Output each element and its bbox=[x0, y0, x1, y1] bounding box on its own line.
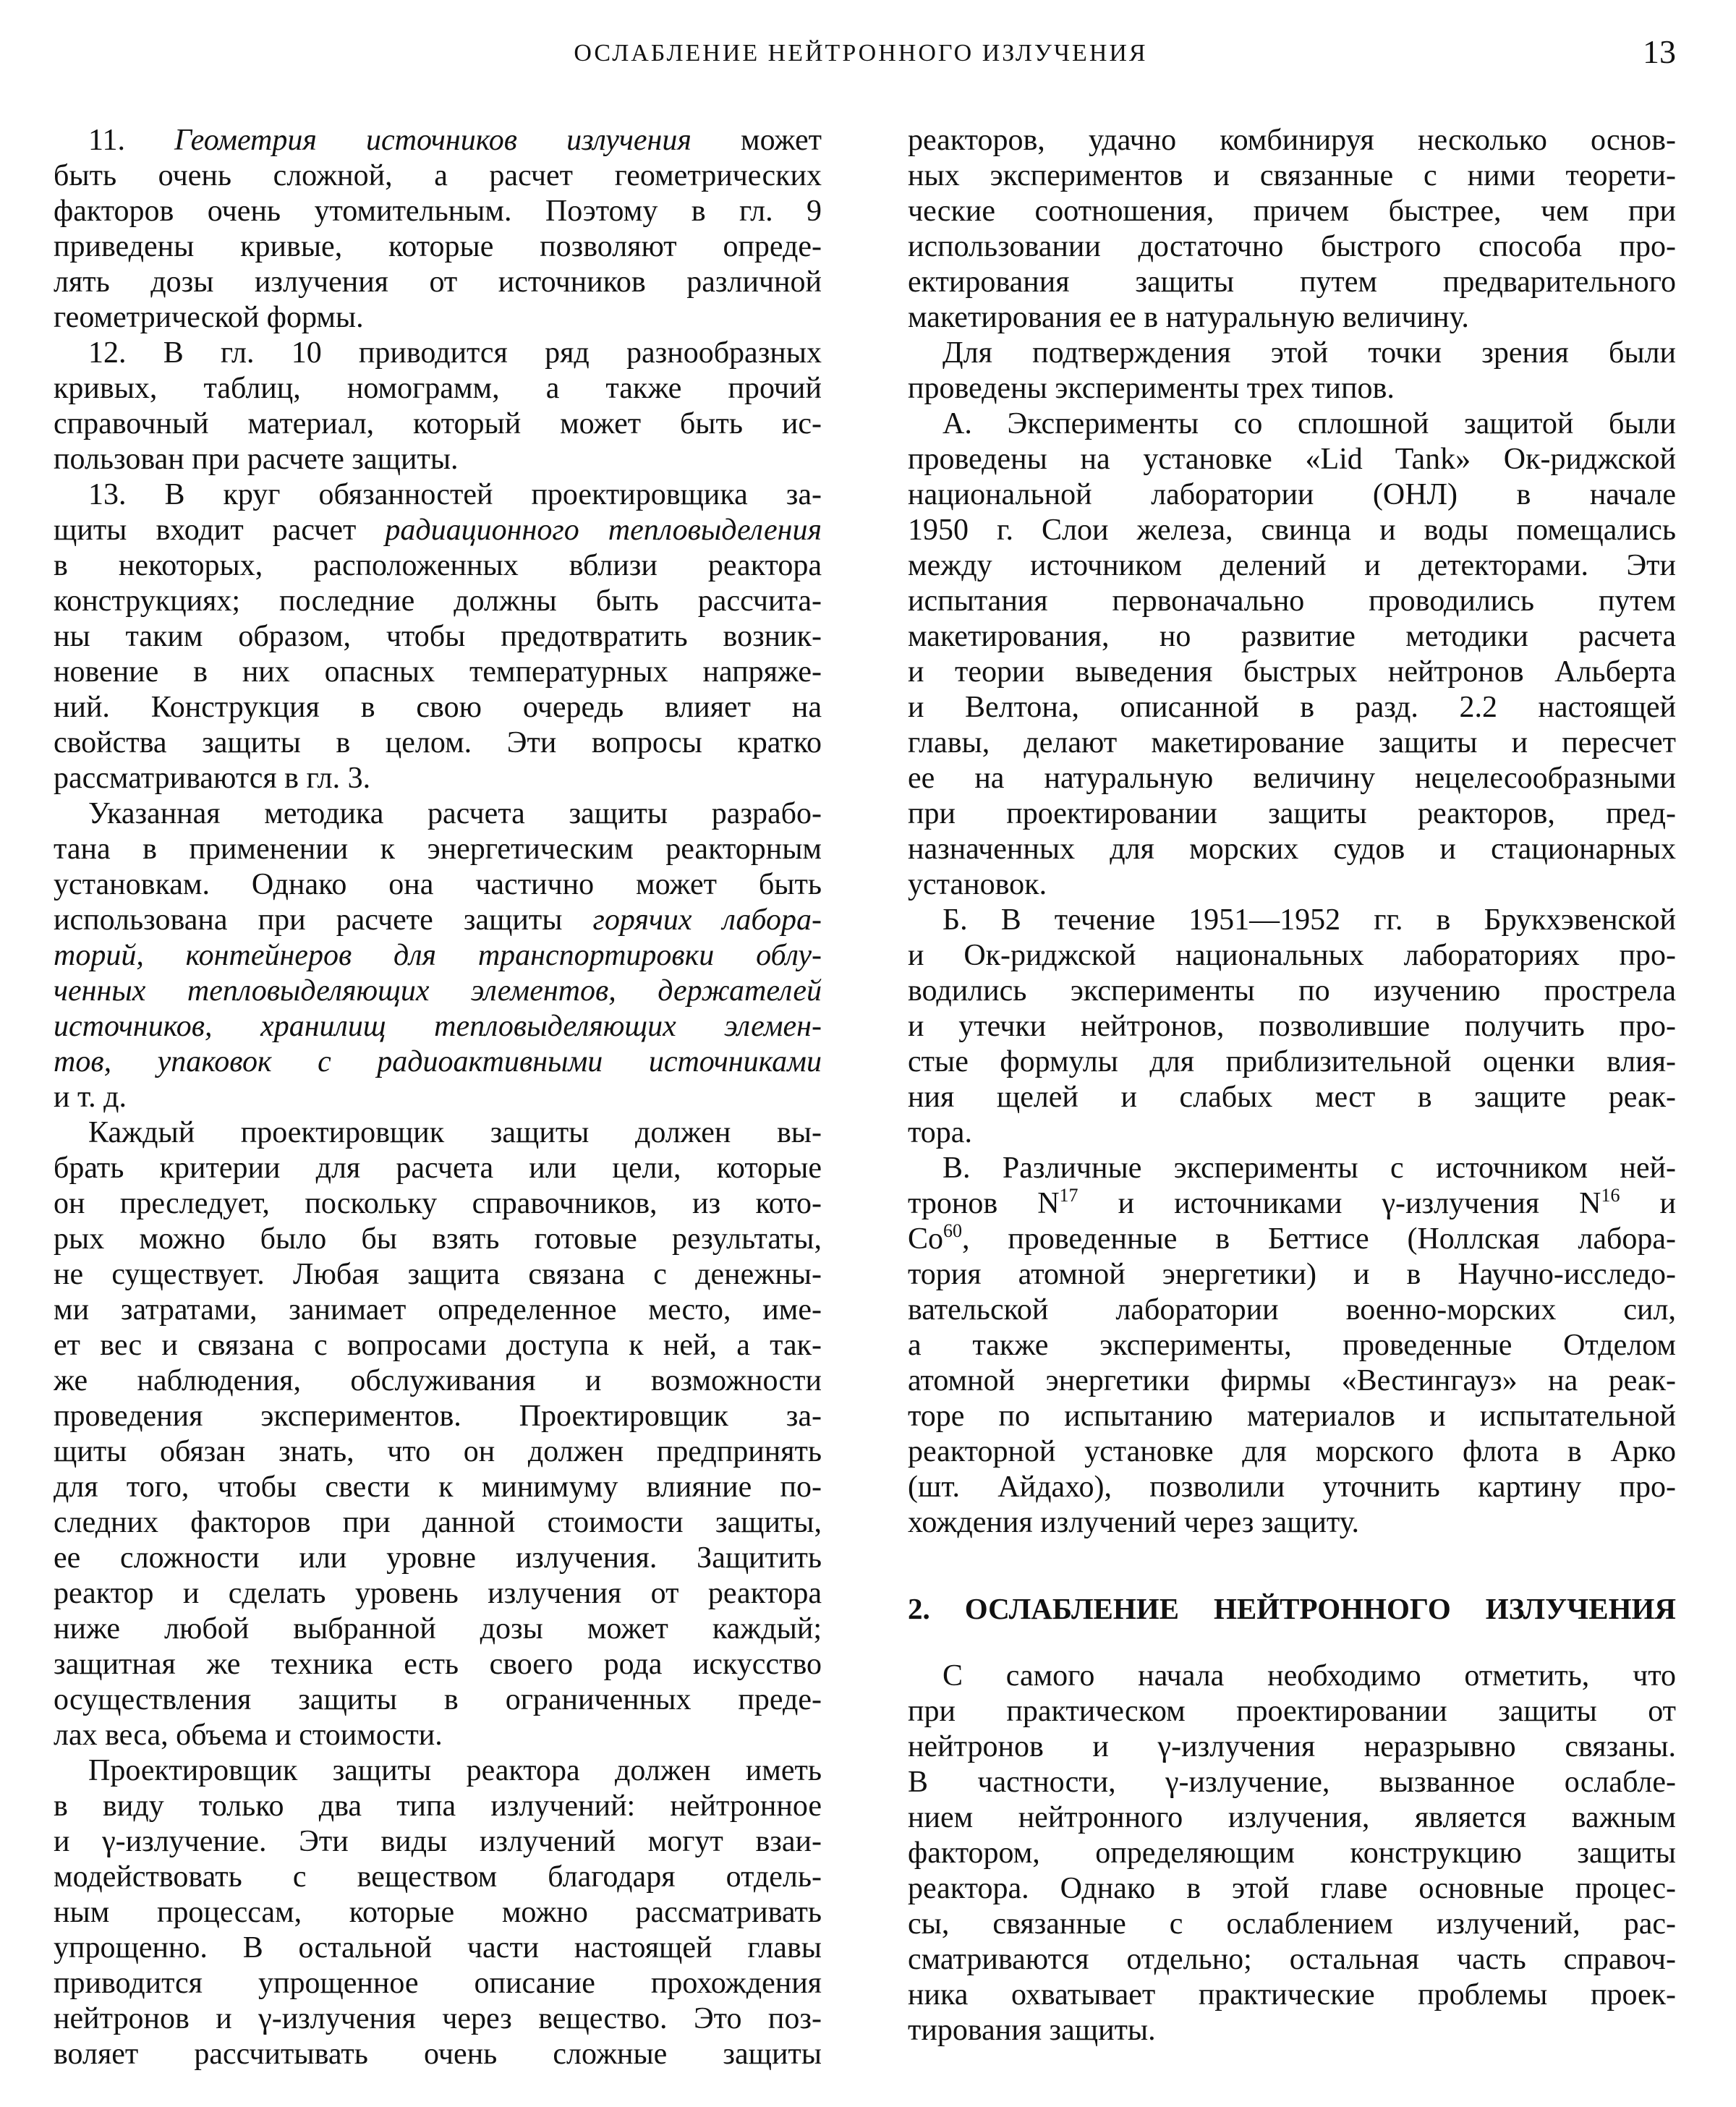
text-line bbox=[54, 1434, 822, 1470]
text-line bbox=[54, 513, 822, 548]
text-line bbox=[54, 2001, 822, 2037]
text: главы, делают макетирование защиты и пересчет bbox=[908, 726, 1676, 759]
text-line bbox=[54, 796, 822, 832]
text: использована при расчете защиты bbox=[54, 903, 593, 937]
text-line bbox=[908, 619, 1676, 655]
section-heading: 2. ОСЛАБЛЕНИЕ НЕЙТРОННОГО ИЗЛУЧЕНИЯ bbox=[908, 1592, 1676, 1625]
text: национальной лаборатории (ОНЛ) в начале bbox=[908, 478, 1676, 511]
text: проведения экспериментов. Проектировщик за- bbox=[54, 1400, 822, 1433]
superscript: 60 bbox=[943, 1222, 963, 1241]
text: 12. В гл. 10 приводится ряд разнообразных bbox=[88, 336, 822, 370]
text-line bbox=[908, 867, 1676, 903]
text-line bbox=[54, 265, 822, 300]
text: Б. В течение 1951—1952 гг. в Брукхэвенской bbox=[943, 903, 1676, 937]
text-line bbox=[54, 832, 822, 867]
text: щиты входит расчет bbox=[54, 514, 386, 547]
text: С самого начала необходимо отметить, что bbox=[943, 1659, 1676, 1693]
text-line bbox=[908, 548, 1676, 584]
text: и теории выведения быстрых нейтронов Альберта bbox=[908, 655, 1676, 689]
text: он преследует, поскольку справочников, из кото- bbox=[54, 1187, 822, 1220]
text: испытания первоначально проводились путем bbox=[908, 584, 1676, 618]
text-line bbox=[54, 761, 822, 796]
text-line bbox=[54, 690, 822, 725]
text: и bbox=[1620, 1187, 1676, 1220]
text: Указанная методика расчета защиты разрабо- bbox=[88, 797, 822, 830]
text-line bbox=[54, 123, 822, 158]
text-line bbox=[908, 1328, 1676, 1363]
text-line bbox=[54, 158, 822, 194]
superscript: 17 bbox=[1059, 1186, 1078, 1206]
text-line bbox=[908, 1659, 1676, 1694]
text: при практическом проектировании защиты от bbox=[908, 1695, 1676, 1728]
paragraph bbox=[54, 477, 822, 796]
text: В. Различные эксперименты с источником ней- bbox=[943, 1152, 1676, 1185]
italic-text: источников, хранилищ тепловыделяющих элемен- bbox=[54, 1010, 822, 1043]
text-line bbox=[54, 1931, 822, 1966]
text: проведены на установке «Lid Tank» Ок-риджской bbox=[908, 443, 1676, 476]
text-line bbox=[54, 1399, 822, 1434]
text: сматриваются отдельно; остальная часть справоч- bbox=[908, 1943, 1676, 1976]
text: В частности, γ-излучение, вызванное ослабле- bbox=[908, 1766, 1676, 1799]
text: упрощенно. В остальной части настоящей главы bbox=[54, 1931, 822, 1965]
paragraph bbox=[908, 1659, 1676, 2048]
left-column bbox=[54, 123, 822, 2072]
text: ее сложности или уровне излучения. Защитить bbox=[54, 1541, 822, 1575]
text-line bbox=[908, 903, 1676, 938]
text-line bbox=[54, 1363, 822, 1399]
text: реактора. Однако в этой главе основные процес- bbox=[908, 1872, 1676, 1905]
text: конструкциях; последние должны быть рассчита- bbox=[54, 584, 822, 618]
text-line bbox=[54, 1222, 822, 1257]
text-line bbox=[54, 1824, 822, 1860]
text-line bbox=[908, 1907, 1676, 1942]
text-line bbox=[54, 1470, 822, 1505]
text: тория атомной энергетики) и в Научно-исследо- bbox=[908, 1258, 1676, 1291]
text: ческие соотношения, причем быстрее, чем при bbox=[908, 195, 1676, 228]
text-line bbox=[908, 584, 1676, 619]
text-line bbox=[908, 1470, 1676, 1505]
italic-text: радиационного тепловыделения bbox=[385, 514, 822, 547]
text-line bbox=[54, 300, 822, 336]
text: в виду только два типа излучений: нейтронное bbox=[54, 1789, 822, 1823]
text: лах веса, объема и стоимости. bbox=[54, 1719, 443, 1752]
text: и Велтона, описанной в разд. 2.2 настоящей bbox=[908, 691, 1676, 724]
text-line bbox=[908, 1222, 1676, 1257]
text: геометрической формы. bbox=[54, 301, 364, 334]
text: приводится упрощенное описание прохождения bbox=[54, 1967, 822, 2000]
paragraph bbox=[908, 123, 1676, 336]
text-line bbox=[908, 300, 1676, 336]
text-line bbox=[908, 1765, 1676, 1800]
text-line bbox=[54, 1576, 822, 1612]
text-line bbox=[54, 477, 822, 513]
text-line bbox=[54, 974, 822, 1009]
text: проведены эксперименты трех типов. bbox=[908, 372, 1395, 405]
paragraph bbox=[908, 1151, 1676, 1541]
text-line bbox=[908, 832, 1676, 867]
text-line bbox=[54, 1009, 822, 1044]
text-line bbox=[54, 229, 822, 265]
text: воляет рассчитывать очень сложные защиты bbox=[54, 2038, 822, 2071]
running-title: ОСЛАБЛЕНИЕ НЕЙТРОННОГО ИЗЛУЧЕНИЯ bbox=[574, 40, 1148, 67]
text-line bbox=[54, 655, 822, 690]
text-line bbox=[54, 725, 822, 761]
italic-text: Геометрия источников излучения bbox=[174, 124, 692, 157]
text: и Ок-риджской национальных лабораториях про- bbox=[908, 939, 1676, 972]
text-line bbox=[54, 1115, 822, 1151]
text-line bbox=[908, 1729, 1676, 1765]
text-line bbox=[908, 229, 1676, 265]
paragraph bbox=[54, 1115, 822, 1753]
text-line bbox=[908, 796, 1676, 832]
text-line bbox=[908, 1044, 1676, 1080]
text: ми затратами, занимает определенное место, име- bbox=[54, 1293, 822, 1327]
text-line bbox=[908, 1151, 1676, 1186]
text: ниже любой выбранной дозы может каждый; bbox=[54, 1612, 822, 1646]
text: быть очень сложной, а расчет геометрических bbox=[54, 159, 822, 192]
text: ника охватывает практические проблемы проек- bbox=[908, 1978, 1676, 2012]
text: назначенных для морских судов и стационарных bbox=[908, 833, 1676, 866]
text-line bbox=[908, 938, 1676, 974]
text: хождения излучений через защиту. bbox=[908, 1506, 1360, 1539]
text-line bbox=[54, 903, 822, 938]
text-line bbox=[54, 1293, 822, 1328]
text-line bbox=[908, 336, 1676, 371]
text: установкам. Однако она частично может быть bbox=[54, 868, 822, 901]
text-line bbox=[908, 1115, 1676, 1151]
text: 11. bbox=[88, 124, 175, 157]
text-line bbox=[54, 1505, 822, 1541]
text: и утечки нейтронов, позволившие получить про- bbox=[908, 1010, 1676, 1043]
paragraph bbox=[54, 123, 822, 336]
paragraph bbox=[908, 406, 1676, 903]
text: не существует. Любая защита связана с денежны- bbox=[54, 1258, 822, 1291]
text-line bbox=[908, 371, 1676, 406]
text-line bbox=[908, 761, 1676, 796]
text: макетирования, но развитие методики расчета bbox=[908, 620, 1676, 653]
text: атомной энергетики фирмы «Вестингауз» на реак- bbox=[908, 1364, 1676, 1397]
text: справочный материал, который может быть ис- bbox=[54, 407, 822, 440]
text-line bbox=[54, 194, 822, 229]
text: осуществления защиты в ограниченных преде- bbox=[54, 1683, 822, 1716]
text: нейтронов и γ-излучения неразрывно связаны. bbox=[908, 1730, 1676, 1763]
text-line bbox=[54, 548, 822, 584]
text: тана в применении к энергетическим реакторным bbox=[54, 833, 822, 866]
text: Co bbox=[908, 1222, 944, 1256]
text-line bbox=[54, 1044, 822, 1080]
text-line bbox=[54, 938, 822, 974]
text: сы, связанные с ослаблением излучений, рас- bbox=[908, 1907, 1676, 1941]
text: (шт. Айдахо), позволили уточнить картину про- bbox=[908, 1470, 1676, 1504]
text: кривых, таблиц, номограмм, а также прочий bbox=[54, 372, 822, 405]
text-line bbox=[908, 442, 1676, 477]
text: ее на натуральную величину нецелесообразными bbox=[908, 762, 1676, 795]
text-line bbox=[54, 1541, 822, 1576]
text-line bbox=[908, 1694, 1676, 1729]
paragraph bbox=[54, 796, 822, 1115]
text: ны таким образом, чтобы предотвратить возник- bbox=[54, 620, 822, 653]
text-line bbox=[54, 371, 822, 406]
text: рассматриваются в гл. 3. bbox=[54, 762, 371, 795]
text: Каждый проектировщик защиты должен вы- bbox=[88, 1116, 822, 1149]
text-line bbox=[908, 1505, 1676, 1541]
text-line bbox=[54, 1647, 822, 1682]
text-line bbox=[908, 123, 1676, 158]
italic-text: тов, упаковок с радиоактивными источниками bbox=[54, 1045, 822, 1078]
text: реакторов, удачно комбинируя несколько основ- bbox=[908, 124, 1676, 157]
text: и т. д. bbox=[54, 1081, 127, 1114]
text-line bbox=[908, 1080, 1676, 1115]
text: при проектировании защиты реакторов, пред- bbox=[908, 797, 1676, 830]
text: использовании достаточно быстрого способа про- bbox=[908, 230, 1676, 263]
page-number: 13 bbox=[1643, 33, 1676, 70]
text-line bbox=[54, 1186, 822, 1222]
text: модействовать с веществом благодаря отдель- bbox=[54, 1860, 822, 1894]
text: и источниками γ-излучения N bbox=[1078, 1187, 1601, 1220]
text-line bbox=[54, 584, 822, 619]
text: ных экспериментов и связанные с ними теорети- bbox=[908, 159, 1676, 192]
text: нейтронов и γ-излучения через вещество. Это поз- bbox=[54, 2002, 822, 2035]
text: факторов очень утомительным. Поэтому в гл. 9 bbox=[54, 195, 822, 228]
text-line bbox=[54, 619, 822, 655]
text: А. Эксперименты со сплошной защитой были bbox=[943, 407, 1676, 440]
text-line bbox=[908, 690, 1676, 725]
text: вательской лаборатории военно-морских сил, bbox=[908, 1293, 1676, 1327]
text-line bbox=[908, 1871, 1676, 1907]
text-line bbox=[908, 265, 1676, 300]
text-line bbox=[908, 2013, 1676, 2048]
superscript: 16 bbox=[1601, 1186, 1620, 1206]
text-line bbox=[908, 1186, 1676, 1222]
section-body bbox=[908, 1659, 1676, 2048]
text-line bbox=[908, 158, 1676, 194]
text-line bbox=[908, 513, 1676, 548]
text: пользован при расчете защиты. bbox=[54, 443, 459, 476]
text-line bbox=[908, 406, 1676, 442]
text-line bbox=[908, 974, 1676, 1009]
text: же наблюдения, обслуживания и возможности bbox=[54, 1364, 822, 1397]
text: Для подтверждения этой точки зрения были bbox=[943, 336, 1676, 370]
paragraph bbox=[54, 1753, 822, 2072]
text: следних факторов при данной стоимости защиты, bbox=[54, 1506, 822, 1539]
text: а также эксперименты, проведенные Отделом bbox=[908, 1329, 1676, 1362]
text-line bbox=[908, 1978, 1676, 2013]
text-line bbox=[54, 1860, 822, 1895]
text-line bbox=[54, 1328, 822, 1363]
text: в некоторых, расположенных вблизи реактора bbox=[54, 549, 822, 582]
text-line bbox=[54, 442, 822, 477]
text-line bbox=[908, 1800, 1676, 1836]
text-line bbox=[908, 1257, 1676, 1293]
text-line bbox=[908, 655, 1676, 690]
text-line bbox=[908, 477, 1676, 513]
text: брать критерии для расчета или цели, которые bbox=[54, 1152, 822, 1185]
text: тронов N bbox=[908, 1187, 1060, 1220]
text: установок. bbox=[908, 868, 1047, 901]
text: ет вес и связана с вопросами доступа к ней, а так- bbox=[54, 1329, 822, 1362]
text: 13. В круг обязанностей проектировщика за- bbox=[88, 478, 822, 511]
text-line bbox=[908, 1399, 1676, 1434]
text: реакторной установке для морского флота в Арко bbox=[908, 1435, 1676, 1468]
italic-text: ченных тепловыделяющих элементов, держателей bbox=[54, 974, 822, 1008]
text: между источником делений и детекторами. Эти bbox=[908, 549, 1676, 582]
text: торе по испытанию материалов и испытательной bbox=[908, 1400, 1676, 1433]
text-line bbox=[54, 406, 822, 442]
text: 1950 г. Слои железа, свинца и воды помещались bbox=[908, 514, 1676, 547]
text-line bbox=[54, 1789, 822, 1824]
paragraph bbox=[908, 903, 1676, 1151]
text: свойства защиты в целом. Эти вопросы кратко bbox=[54, 726, 822, 759]
text-line bbox=[908, 1434, 1676, 1470]
right-column bbox=[908, 123, 1676, 1541]
text-line bbox=[908, 194, 1676, 229]
text: ния щелей и слабых мест в защите реак- bbox=[908, 1081, 1676, 1114]
text: защитная же техника есть своего рода искусство bbox=[54, 1648, 822, 1681]
text: Проектировщик защиты реактора должен иметь bbox=[88, 1754, 822, 1787]
text-line bbox=[54, 1151, 822, 1186]
text: , проведенные в Беттисе (Ноллская лабора- bbox=[962, 1222, 1676, 1256]
text: для того, чтобы свести к минимуму влияние по- bbox=[54, 1470, 822, 1504]
text-line bbox=[54, 1895, 822, 1931]
text-line bbox=[54, 336, 822, 371]
text: стые формулы для приблизительной оценки влия- bbox=[908, 1045, 1676, 1078]
text-line bbox=[908, 1942, 1676, 1978]
text-line bbox=[54, 1753, 822, 1789]
text: тирования защиты. bbox=[908, 2014, 1156, 2047]
text-line bbox=[54, 1612, 822, 1647]
text-line bbox=[908, 1293, 1676, 1328]
text: тора. bbox=[908, 1116, 972, 1149]
paragraph bbox=[54, 336, 822, 477]
text: может bbox=[691, 124, 822, 157]
text: новение в них опасных температурных напряже- bbox=[54, 655, 822, 689]
text: ний. Конструкция в свою очередь влияет на bbox=[54, 691, 822, 724]
text: ектирования защиты путем предварительного bbox=[908, 265, 1676, 299]
text: ным процессам, которые можно рассматривать bbox=[54, 1896, 822, 1929]
text: лять дозы излучения от источников различной bbox=[54, 265, 822, 299]
text: приведены кривые, которые позволяют опреде- bbox=[54, 230, 822, 263]
text-line bbox=[908, 1009, 1676, 1044]
paragraph bbox=[908, 336, 1676, 406]
text: и γ-излучение. Эти виды излучений могут взаи- bbox=[54, 1825, 822, 1858]
text-line bbox=[908, 1836, 1676, 1871]
text: фактором, определяющим конструкцию защиты bbox=[908, 1836, 1676, 1870]
text-line bbox=[54, 867, 822, 903]
text-line bbox=[54, 2037, 822, 2072]
text: щиты обязан знать, что он должен предпринять bbox=[54, 1435, 822, 1468]
text-line bbox=[54, 1257, 822, 1293]
text-line bbox=[54, 1966, 822, 2001]
text-line bbox=[908, 1363, 1676, 1399]
text-line bbox=[54, 1080, 822, 1115]
text: нием нейтронного излучения, является важным bbox=[908, 1801, 1676, 1834]
text-line bbox=[54, 1718, 822, 1753]
text: водились эксперименты по изучению прострела bbox=[908, 974, 1676, 1008]
text: рых можно было бы взять готовые результаты, bbox=[54, 1222, 822, 1256]
text-line bbox=[908, 725, 1676, 761]
text-line bbox=[54, 1682, 822, 1718]
italic-text: торий, контейнеров для транспортировки облу- bbox=[54, 939, 822, 972]
text: реактор и сделать уровень излучения от реактора bbox=[54, 1577, 822, 1610]
italic-text: горячих лабора- bbox=[592, 903, 822, 937]
text: макетирования ее в натуральную величину. bbox=[908, 301, 1469, 334]
